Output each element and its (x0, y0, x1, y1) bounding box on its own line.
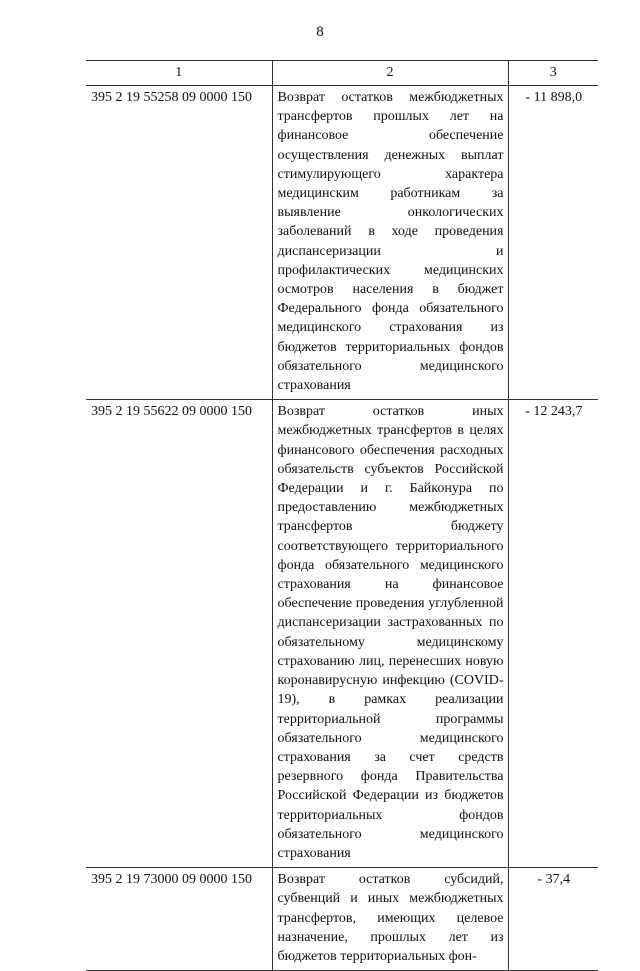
budget-code: 395 2 19 73000 09 0000 150 (86, 868, 272, 971)
row-amount: - 37,4 (508, 868, 598, 971)
header-row (86, 61, 598, 86)
table-row (86, 400, 598, 868)
column-header-3: 3 (508, 61, 598, 86)
budget-code: 395 2 19 55622 09 0000 150 (86, 400, 272, 868)
row-amount: - 11 898,0 (508, 86, 598, 400)
column-header-2: 2 (272, 61, 508, 86)
table-row (86, 868, 598, 971)
budget-table (86, 60, 598, 971)
row-description: Возврат остатков межбюджетных трансфертов прошлых лет на финансовое обеспечение осуществления денежных выплат стимулирующего характера медицинским работникам за выявление онкологических заболеваний в ходе проведения диспансеризации и профилактических медицинских осмотров населения в бюджет Федерального фонда обязательного медицинского страхования из бюджетов территориальных фондов обязательного медицинского страхования (272, 86, 508, 400)
row-description: Возврат остатков субсидий, субвенций и иных межбюджетных трансфертов, имеющих целевое назначение, прошлых лет из бюджетов территориальных фон- (272, 868, 508, 971)
table-row (86, 86, 598, 400)
page-number: 8 (316, 24, 324, 40)
budget-code: 395 2 19 55258 09 0000 150 (86, 86, 272, 400)
row-amount: - 12 243,7 (508, 400, 598, 868)
row-description: Возврат остатков иных межбюджетных трансфертов в целях финансового обеспечения расходных обязательств субъектов Российской Федерации и г. Байконура по предоставлению межбюджетных трансфертов бюджету соответствующего территориального фонда обязательного медицинского страхования на финансовое обеспечение проведения углубленной диспансеризации застрахованных по обязательному медицинскому страхованию лиц, перенесших новую коронавирусную инфекцию (COVID-19), в рамках реализации территориальной программы обязательного медицинского страхования за счет средств резервного фонда Правительства Российской Федерации из бюджетов территориальных фондов обязательного медицинского страхования (272, 400, 508, 868)
column-header-1: 1 (86, 61, 272, 86)
